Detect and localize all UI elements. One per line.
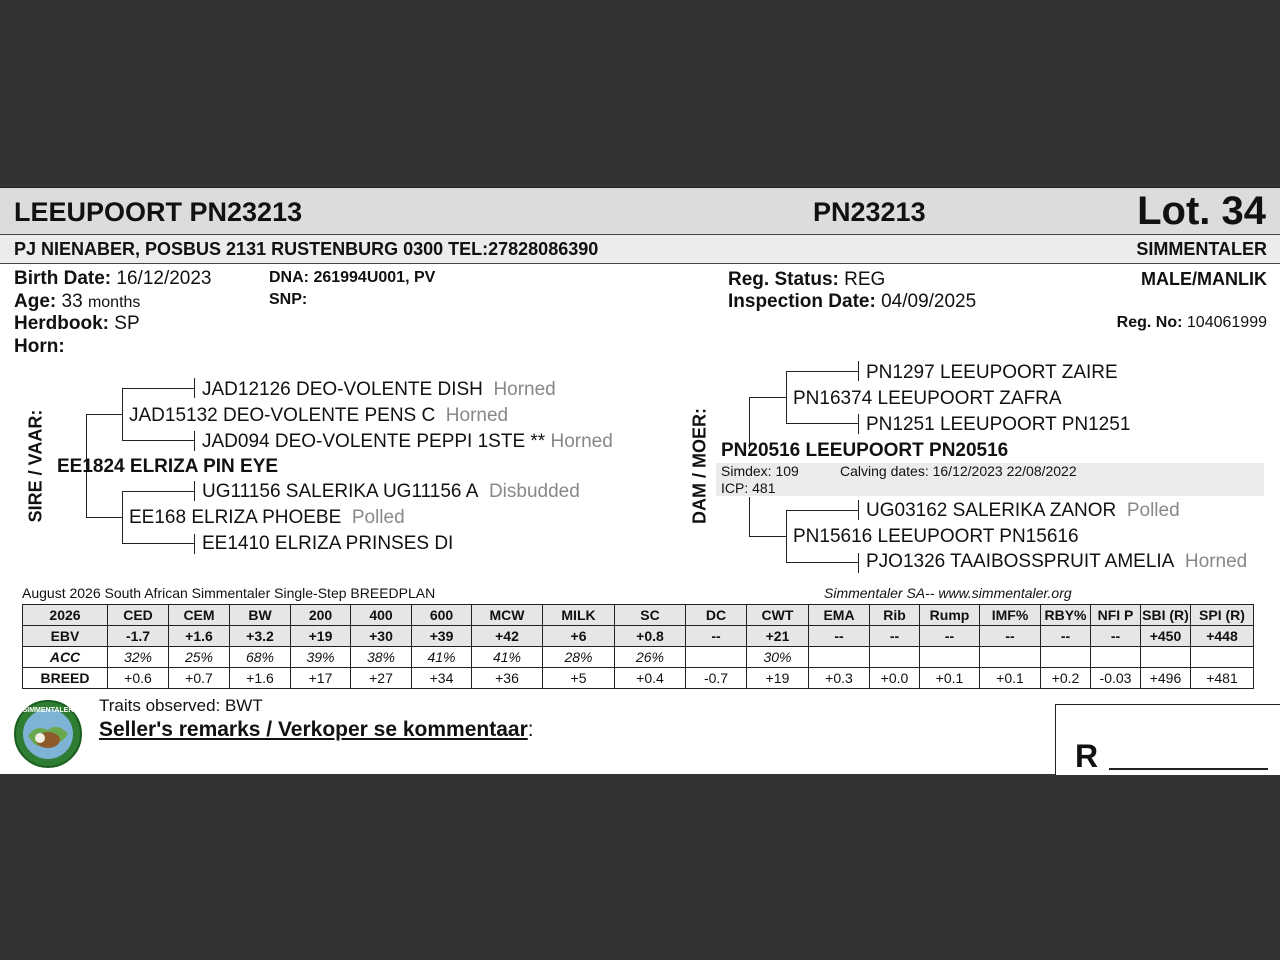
ebv-cell: MCW	[472, 605, 543, 626]
ebv-cell: --	[920, 626, 980, 647]
ebv-cell: +3.2	[230, 626, 291, 647]
ebv-cell: -0.7	[686, 668, 747, 689]
ebv-cell: 26%	[615, 647, 686, 668]
sire-name: EE1824 ELRIZA PIN EYE	[57, 456, 279, 477]
ebv-cell: 28%	[543, 647, 615, 668]
sire-sire-sire: JAD12126 DEO-VOLENTE DISH Horned	[202, 379, 556, 400]
ebv-cell	[809, 647, 870, 668]
ebv-cell: 39%	[291, 647, 351, 668]
ebv-cell: 600	[412, 605, 472, 626]
ebv-cell: --	[1041, 626, 1091, 647]
sire-dam: EE168 ELRIZA PHOEBE Polled	[129, 507, 405, 528]
ebv-cell: Rib	[870, 605, 920, 626]
seller-remarks: Seller's remarks / Verkoper se kommentaar:	[99, 718, 534, 741]
ebv-cell: DC	[686, 605, 747, 626]
ebv-row-label: ACC	[23, 647, 108, 668]
ebv-cell: 30%	[747, 647, 809, 668]
birth-date: Birth Date: 16/12/2023	[14, 268, 212, 289]
ebv-cell: +0.4	[615, 668, 686, 689]
simmentaler-logo	[14, 700, 82, 768]
reg-status: Reg. Status: REG	[728, 269, 886, 290]
ebv-cell: +0.7	[169, 668, 230, 689]
herdbook: Herdbook: SP	[14, 313, 140, 334]
ebv-cell: --	[870, 626, 920, 647]
dam-sire: PN16374 LEEUPOORT ZAFRA	[793, 388, 1062, 409]
ebv-cell: IMF%	[980, 605, 1041, 626]
animal-title: LEEUPOORT PN23213	[14, 197, 303, 227]
ebv-cell: +17	[291, 668, 351, 689]
ebv-cell: +5	[543, 668, 615, 689]
ebv-cell: CWT	[747, 605, 809, 626]
ebv-cell: --	[809, 626, 870, 647]
price-currency: R	[1075, 738, 1099, 774]
dd-bracket-bottom	[749, 497, 750, 537]
dam-dam-sire: UG03162 SALERIKA ZANOR Polled	[866, 500, 1180, 521]
dam-dam: PN15616 LEEUPOORT PN15616	[793, 526, 1079, 547]
ebv-cell: +21	[747, 626, 809, 647]
ebv-row-breed	[23, 668, 1254, 689]
snp-info: SNP:	[269, 291, 308, 308]
animal-id: PN23213	[813, 197, 926, 227]
ebv-row-acc	[23, 647, 1254, 668]
dam-name: PN20516 LEEUPOORT PN20516	[721, 440, 1009, 461]
dd-bracket	[786, 510, 787, 563]
ebv-cell: 41%	[472, 647, 543, 668]
ebv-cell	[1041, 647, 1091, 668]
breed-name: SIMMENTALER	[1136, 239, 1267, 259]
ebv-cell: +6	[543, 626, 615, 647]
ebv-cell: +42	[472, 626, 543, 647]
ebv-cell: -1.7	[108, 626, 169, 647]
ebv-cell: 32%	[108, 647, 169, 668]
dam-dam-dam: PJO1326 TAAIBOSSPRUIT AMELIA Horned	[866, 551, 1248, 572]
ebv-cell	[1141, 647, 1191, 668]
ebv-cell: NFI P	[1091, 605, 1141, 626]
ss-bracket	[122, 388, 123, 441]
ebv-cell: +1.6	[169, 626, 230, 647]
ebv-cell: +0.1	[980, 668, 1041, 689]
ebv-cell: 400	[351, 605, 412, 626]
ebv-cell: +450	[1141, 626, 1191, 647]
breedplan-caption: August 2026 South African Simmentaler Single-Step BREEDPLAN	[22, 585, 436, 601]
ebv-row-header	[23, 605, 1254, 626]
ebv-cell: CED	[108, 605, 169, 626]
ebv-row-label: BREED	[23, 668, 108, 689]
price-line	[1109, 768, 1268, 770]
traits-observed: Traits observed: BWT	[99, 696, 263, 715]
ebv-cell: +30	[351, 626, 412, 647]
ebv-cell: --	[980, 626, 1041, 647]
dam-side-label: DAM / MOER:	[689, 408, 710, 524]
dam-calving-dates: Calving dates: 16/12/2023 22/08/2022	[840, 463, 1077, 479]
ebv-cell: +448	[1191, 626, 1254, 647]
ebv-cell: 38%	[351, 647, 412, 668]
ebv-row-ebv	[23, 626, 1254, 647]
ebv-cell: +496	[1141, 668, 1191, 689]
ebv-cell	[686, 647, 747, 668]
ebv-cell: SPI (R)	[1191, 605, 1254, 626]
owner-line: PJ NIENABER, POSBUS 2131 RUSTENBURG 0300 TEL:27828086390	[14, 239, 599, 259]
ebv-cell: Rump	[920, 605, 980, 626]
ebv-cell: 200	[291, 605, 351, 626]
svg-text:SIMMENTALER: SIMMENTALER	[22, 707, 74, 714]
ebv-cell: +0.0	[870, 668, 920, 689]
ebv-cell: +39	[412, 626, 472, 647]
ebv-cell: -0.03	[1091, 668, 1141, 689]
sd-bracket	[122, 491, 123, 544]
dam-simdex: Simdex: 109	[721, 463, 799, 479]
ebv-cell: +0.2	[1041, 668, 1091, 689]
ebv-cell: +19	[291, 626, 351, 647]
lot-card	[0, 187, 1280, 774]
sex: MALE/MANLIK	[1141, 269, 1267, 289]
ebv-cell: --	[1091, 626, 1141, 647]
owner-bar	[0, 235, 1280, 264]
sire-sire-dam: JAD094 DEO-VOLENTE PEPPI 1STE ** Horned	[202, 431, 613, 452]
sire-sire: JAD15132 DEO-VOLENTE PENS C Horned	[129, 405, 509, 426]
ebv-cell: 41%	[412, 647, 472, 668]
sire-dam-dam: EE1410 ELRIZA PRINSES DI	[202, 533, 454, 554]
sire-dam-sire: UG11156 SALERIKA UG11156 A Disbudded	[202, 481, 580, 502]
ebv-cell: SBI (R)	[1141, 605, 1191, 626]
ebv-table	[22, 604, 1254, 689]
ebv-cell: 25%	[169, 647, 230, 668]
ebv-cell: 68%	[230, 647, 291, 668]
ebv-cell: +1.6	[230, 668, 291, 689]
price-box[interactable]	[1055, 704, 1280, 775]
ebv-cell: +0.6	[108, 668, 169, 689]
horn-label: Horn:	[14, 336, 65, 357]
ebv-cell: BW	[230, 605, 291, 626]
ebv-cell	[980, 647, 1041, 668]
ebv-cell	[920, 647, 980, 668]
dam-sire-dam: PN1251 LEEUPOORT PN1251	[866, 414, 1131, 435]
ebv-cell: +0.8	[615, 626, 686, 647]
dam-sire-sire: PN1297 LEEUPOORT ZAIRE	[866, 362, 1118, 383]
ds-bracket	[786, 371, 787, 424]
ebv-cell	[1191, 647, 1254, 668]
ebv-cell: --	[686, 626, 747, 647]
ebv-cell: CEM	[169, 605, 230, 626]
ebv-cell: RBY%	[1041, 605, 1091, 626]
ebv-cell: +0.3	[809, 668, 870, 689]
ebv-cell: +34	[412, 668, 472, 689]
breedplan-source: Simmentaler SA-- www.simmentaler.org	[824, 585, 1072, 601]
ebv-cell: +0.1	[920, 668, 980, 689]
ebv-cell: MILK	[543, 605, 615, 626]
ebv-cell: +481	[1191, 668, 1254, 689]
dam-icp: ICP: 481	[721, 480, 776, 496]
age: Age: 33 months	[14, 291, 141, 312]
ebv-cell	[870, 647, 920, 668]
ebv-cell	[1091, 647, 1141, 668]
title-bar	[0, 188, 1280, 235]
ebv-cell: +27	[351, 668, 412, 689]
inspection-date: Inspection Date: 04/09/2025	[728, 291, 977, 312]
reg-no: Reg. No: 104061999	[1116, 314, 1267, 331]
ebv-cell: SC	[615, 605, 686, 626]
ebv-cell: EMA	[809, 605, 870, 626]
ebv-row-label: EBV	[23, 626, 108, 647]
ebv-cell: +36	[472, 668, 543, 689]
lot-number: Lot. 34	[1137, 189, 1266, 233]
dna-info: DNA: 261994U001, PV	[269, 269, 436, 286]
ebv-row-label: 2026	[23, 605, 108, 626]
sire-side-label: SIRE / VAAR:	[25, 409, 46, 523]
ebv-cell: +19	[747, 668, 809, 689]
